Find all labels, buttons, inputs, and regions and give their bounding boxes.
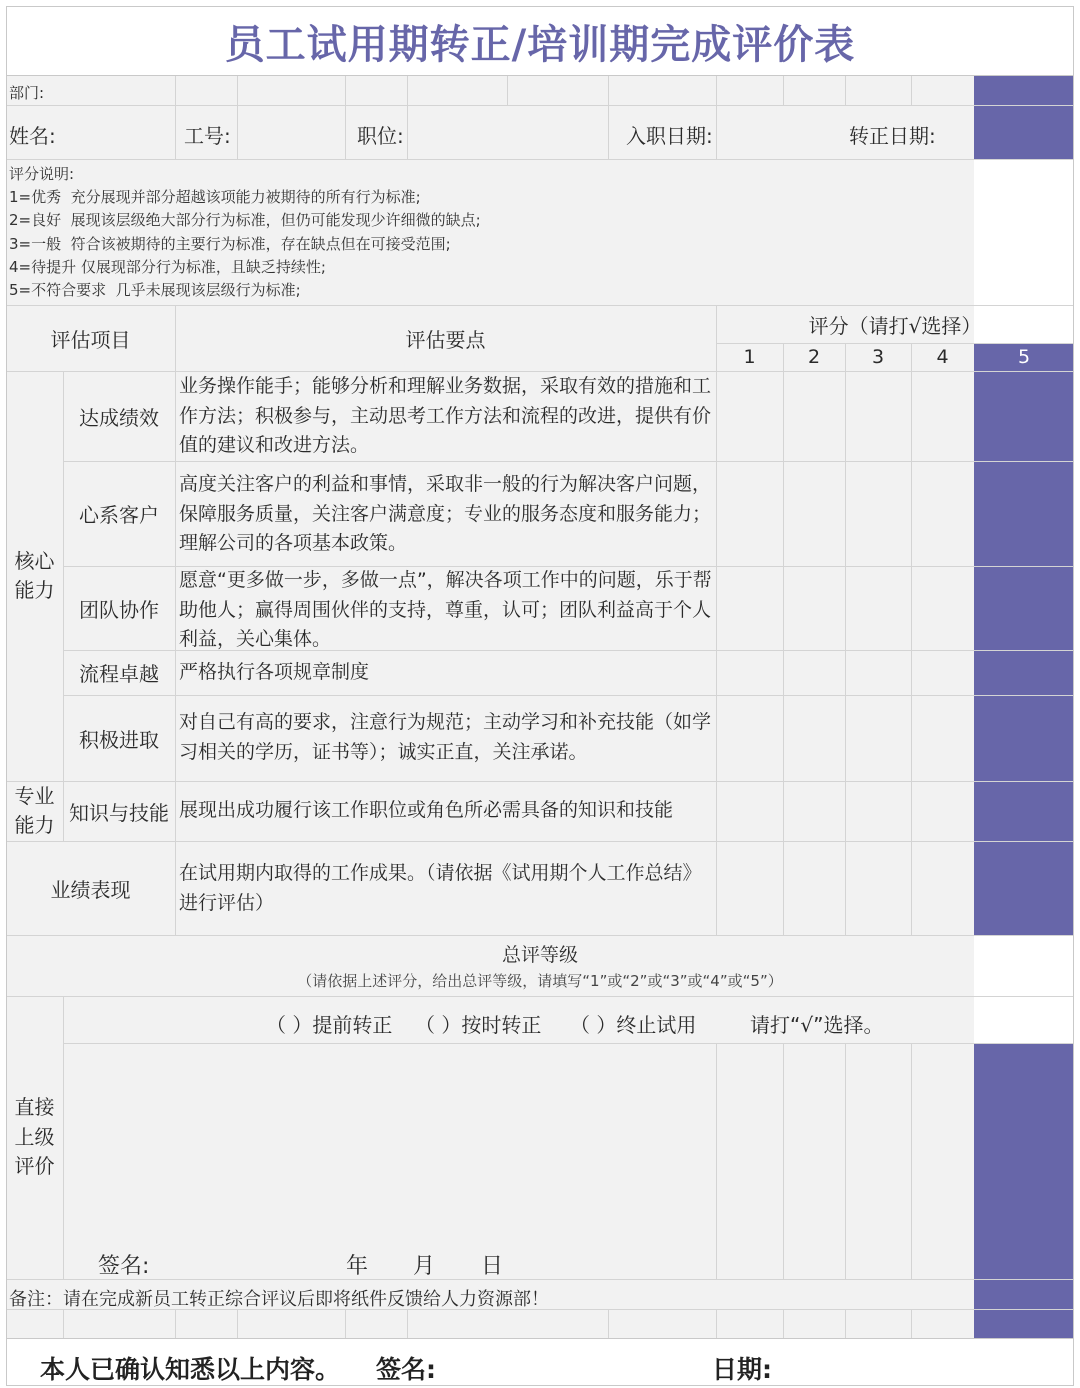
name-label: 姓名:	[9, 124, 56, 148]
overall-hint: （请依据上述评分，给出总评等级，请填写“1”或“2”或“3”或“4”或“5”）	[297, 972, 783, 990]
option-terminate-probation[interactable]: （ ）终止试用	[570, 1013, 697, 1037]
points-teamwork: 愿意“更多做一步，多做一点”，解决各项工作中的问题，乐于帮助他人；赢得周围伙伴的支持，尊重，认可；团队利益高于个人利益，关心集体。	[179, 569, 712, 650]
position-field[interactable]	[408, 106, 607, 158]
hire-date-field[interactable]	[717, 106, 837, 158]
group-core-ability: 核心 能力	[14, 549, 55, 602]
item-process-excellence: 流程卓越	[79, 662, 159, 686]
column-header-item: 评估项目	[50, 327, 131, 352]
group-professional-ability: 专业 能力	[14, 784, 55, 837]
footer-date-label: 日期:	[712, 1355, 772, 1384]
option-instruction: 请打“√”选择。	[750, 1013, 884, 1037]
column-header-score: 评分（请打√选择）	[808, 313, 982, 338]
points-customer-focus: 高度关注客户的利益和事情，采取非一般的行为解决客户问题，保障服务质量，关注客户满意度；专业的服务态度和服务能力；理解公司的各项基本政策。	[179, 473, 712, 554]
score-header-4: 4	[936, 346, 949, 368]
hire-date-label: 入职日期:	[626, 124, 713, 148]
date-month-label: 月	[413, 1254, 436, 1279]
footer-sign-label: 签名:	[376, 1355, 436, 1384]
name-field[interactable]	[62, 106, 174, 158]
score-header-2: 2	[807, 346, 821, 368]
points-proactive: 对自己有高的要求，注意行为规范；主动学习和补充技能（如学习相关的学历，证书等）；诚实正直，关注承诺。	[179, 711, 712, 763]
supervisor-sign-label: 签名:	[98, 1254, 150, 1279]
item-teamwork: 团队协作	[79, 597, 159, 622]
score-cells-col-1[interactable]	[717, 372, 783, 935]
score-cells-col-3[interactable]	[846, 372, 911, 935]
item-knowledge-skills: 知识与技能	[69, 800, 169, 825]
supervisor-comment-area[interactable]	[64, 1044, 716, 1244]
purple-column-header	[974, 76, 1074, 159]
points-achieve-performance: 业务操作能手；能够分析和理解业务数据，采取有效的措施和工作方法；积极参与，主动思考工作方法和流程的改进，提供有价值的建议和改进方法。	[179, 375, 712, 456]
position-label: 职位:	[357, 124, 404, 148]
footer-confirm-text: 本人已确认知悉以上内容。	[40, 1355, 341, 1384]
overall-title: 总评等级	[501, 944, 578, 966]
date-day-label: 日	[481, 1254, 504, 1279]
column-header-points: 评估要点	[405, 327, 486, 352]
item-achieve-performance: 达成绩效	[79, 405, 159, 430]
item-performance: 业绩表现	[50, 877, 131, 902]
footer-sign-field[interactable]	[450, 1342, 690, 1382]
rating-note-line: 4=待提升 仅展现部分行为标准，且缺乏持续性;	[9, 257, 326, 276]
purple-column-bottom	[974, 1043, 1074, 1338]
rating-note-line: 1=优秀 充分展现并部分超越该项能力被期待的所有行为标准;	[9, 188, 421, 207]
rating-note-line: 2=良好 展现该层级绝大部分行为标准，但仍可能发现少许细微的缺点;	[9, 211, 481, 230]
option-on-time-confirmation[interactable]: （ ）按时转正	[415, 1013, 542, 1037]
score-cells-col-2[interactable]	[784, 372, 845, 935]
department-label: 部门:	[9, 84, 45, 102]
footer-date-field[interactable]	[790, 1342, 1060, 1382]
rating-note-line: 3=一般 符合该被期待的主要行为标准，存在缺点但在可接受范围;	[9, 234, 451, 253]
employee-id-label: 工号:	[184, 124, 231, 148]
option-early-confirmation[interactable]: （ ）提前转正	[266, 1013, 393, 1037]
points-knowledge-skills: 展现出成功履行该工作职位或角色所必需具备的知识和技能	[179, 799, 674, 821]
supervisor-evaluation-label: 直接 上级 评价	[14, 1095, 55, 1179]
points-performance: 在试用期内取得的工作成果。（请依据《试用期个人工作总结》进行评估）	[179, 862, 702, 914]
rating-notes-heading: 评分说明:	[9, 165, 75, 183]
rating-note-line: 5=不符合要求 几乎未展现该层级行为标准;	[9, 281, 301, 300]
date-year-label: 年	[346, 1254, 369, 1279]
confirm-date-label: 转正日期:	[849, 124, 936, 148]
score-header-3: 3	[871, 346, 885, 368]
form-title: 员工试用期转正/培训期完成评价表	[6, 6, 1074, 76]
remark-text: 备注：请在完成新员工转正综合评议后即将纸件反馈给人力资源部！	[9, 1289, 549, 1310]
purple-column-scores	[974, 343, 1074, 935]
points-process-excellence: 严格执行各项规章制度	[179, 661, 370, 683]
employee-id-field[interactable]	[238, 106, 344, 158]
rating-notes	[9, 163, 481, 302]
score-header-1: 1	[743, 346, 756, 368]
score-cells-col-4[interactable]	[912, 372, 974, 935]
item-customer-focus: 心系客户	[79, 503, 159, 527]
item-proactive: 积极进取	[79, 727, 159, 752]
score-header-5: 5	[1017, 346, 1031, 368]
